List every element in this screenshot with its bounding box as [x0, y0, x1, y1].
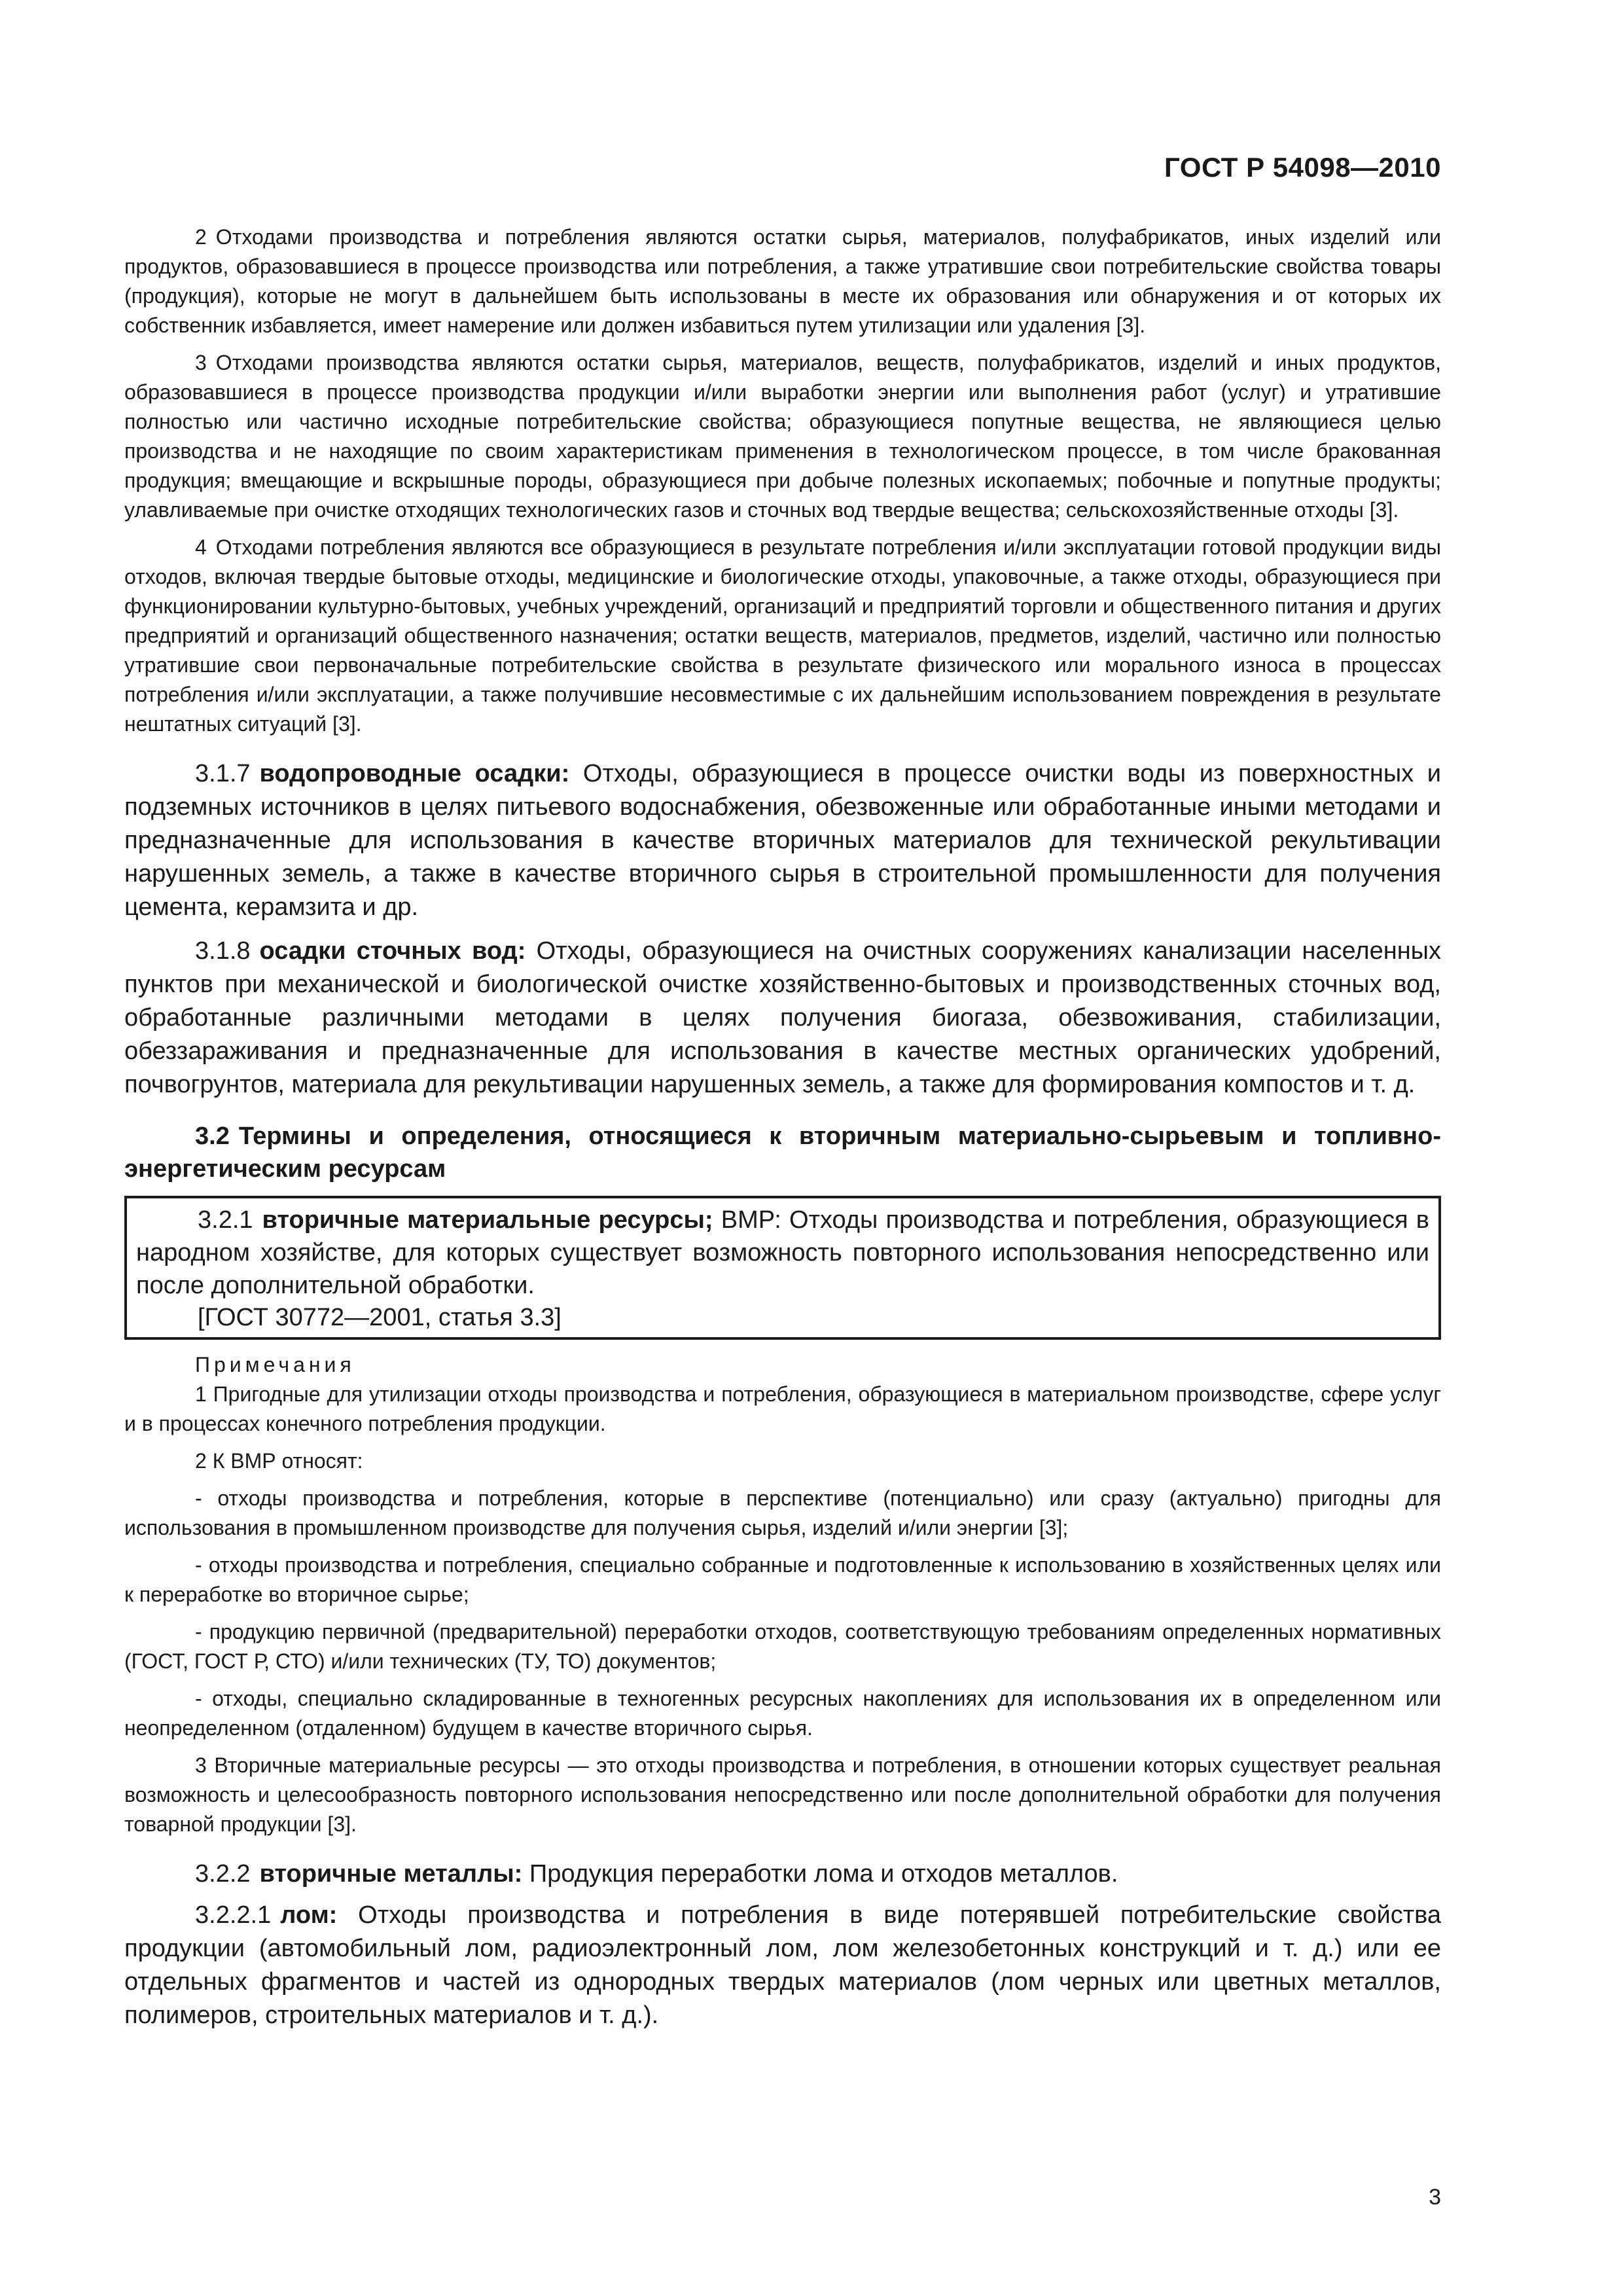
term-name: водопроводные осадки:	[259, 760, 570, 787]
note-text: Отходами производства являются остатки сырья, материалов, веществ, полуфабрикатов, изделий и иных продуктов, образовавшиеся в процессе производства продукции и/или выработки энергии или выполнения работ (услуг) и утратившие полностью или частично исходные потребительские свойства; образующиеся попутные вещества, не являющиеся целью производства и не находящие по своим характеристикам применения в технологическом процессе, в том числе бракованная продукция; вмещающие и вскрышные породы, образующиеся при добыче полезных ископаемых; побочные и попутные продукты; улавливаемые при очистке отходящих технологических газов и сточных вод твердые вещества; сельскохозяйственные отходы [3].	[124, 351, 1441, 522]
source-reference: [ГОСТ 30772—2001, статья 3.3]	[198, 1304, 562, 1331]
term-entry	[124, 757, 1441, 924]
term-number: 3.1.8	[195, 937, 251, 965]
note-paragraph	[124, 348, 1441, 525]
term-definition: Отходы, образующиеся на очистных сооружениях канализации населенных пунктов при механической и биологической очистке хозяйственно-бытовых и производственных сточных вод, обработанные различными методами в целях получения биогаза, обезвоживания, стабилизации, обеззараживания и предназначенные для использования в качестве местных органических удобрений, почвогрунтов, материала для рекультивации нарушенных земель, а также для формирования компостов и т. д.	[124, 937, 1441, 1098]
note-list-item: - отходы производства и потребления, которые в перспективе (потенциально) или сразу (актуально) пригодны для использования в промышленном производстве для получения сырья, изделий и/или энергии [3];	[124, 1486, 1441, 1539]
note-list-item: - отходы производства и потребления, специально собранные и подготовленные к использованию в хозяйственных целях или к переработке во вторичное сырье;	[124, 1553, 1441, 1606]
term-definition: Отходы, образующиеся в процессе очистки воды из поверхностных и подземных источников в целях питьевого водоснабжения, обезвоженные или обработанные иными методами и предназначенные для использования в качестве вторичных материалов для технической рекультивации нарушенных земель, а также в качестве вторичного сырья в строительной промышленности для получения цемента, керамзита и др.	[124, 760, 1441, 921]
term-number: 3.1.7	[195, 760, 251, 787]
note-number: 4	[195, 535, 207, 559]
section-number: 3.2	[195, 1122, 230, 1150]
term-name: вторичные металлы:	[259, 1860, 523, 1888]
note-paragraph	[124, 533, 1441, 739]
note-list-item: - отходы, специально складированные в техногенных ресурсных накоплениях для использования их в определенном или неопределенном (отдаленном) будущем в качестве вторичного сырья.	[124, 1687, 1441, 1740]
term-entry	[124, 1899, 1441, 2032]
note-list-item: - продукцию первичной (предварительной) переработки отходов, соответствующую требованиям определенных нормативных (ГОСТ, ГОСТ Р, СТО) и/или технических (ТУ, ТО) документов;	[124, 1620, 1441, 1673]
note-number: 3	[195, 351, 207, 374]
term-entry	[124, 935, 1441, 1102]
document-body	[124, 223, 1441, 2032]
term-definition: Отходы производства и потребления, образующиеся в народном хозяйстве, для которых существует возможность повторного использования непосредственно или после дополнительной обработки.	[136, 1206, 1429, 1299]
boxed-definition	[124, 1196, 1441, 1340]
note-paragraph: 2 К ВМР относят:	[195, 1449, 363, 1473]
note-paragraph: 3 Вторичные материальные ресурсы — это отходы производства и потребления, в отношении которых существует реальная возможность и целесообразность повторного использования непосредственно или после дополнительной обработки для получения товарной продукции [3].	[124, 1753, 1441, 1836]
term-definition: Отходы производства и потребления в виде потерявшей потребительские свойства продукции (автомобильный лом, радиоэлектронный лом, лом железобетонных конструкций и т. д.) или ее отдельных фрагментов и частей из однородных твердых материалов (лом черных или цветных металлов, полимеров, строительных материалов и т. д.).	[124, 1901, 1441, 2029]
notes-label: Примечания	[195, 1353, 355, 1376]
note-paragraph	[124, 223, 1441, 340]
term-number: 3.2.2.1	[195, 1901, 272, 1929]
section-title: Термины и определения, относящиеся к вторичным материально-сырьевым и топливно-энергетическим ресурсам	[124, 1122, 1441, 1183]
term-entry	[136, 1204, 1429, 1302]
document-code-header: ГОСТ Р 54098—2010	[1164, 152, 1441, 183]
note-number: 2	[195, 225, 207, 249]
section-heading	[124, 1120, 1441, 1185]
page-number: 3	[1429, 2185, 1441, 2210]
term-name: лом:	[280, 1901, 338, 1929]
term-name: осадки сточных вод:	[259, 937, 526, 965]
term-abbreviation: ВМР:	[713, 1206, 781, 1234]
term-number: 3.2.2	[195, 1860, 251, 1888]
term-entry	[124, 1857, 1441, 1891]
term-number: 3.2.1	[198, 1206, 253, 1234]
term-name: вторичные материальные ресурсы;	[262, 1206, 713, 1234]
note-text: Отходами производства и потребления являются остатки сырья, материалов, полуфабрикатов, иных изделий или продуктов, образовавшиеся в процессе производства или потребления, а также утратившие свои потребительские свойства товары (продукция), которые не могут в дальнейшем быть использованы в месте их образования или обнаружения и от которых их собственник избавляется, имеет намерение или должен избавиться путем утилизации или удаления [3].	[124, 225, 1441, 337]
term-definition: Продукция переработки лома и отходов металлов.	[522, 1860, 1118, 1888]
note-text: Отходами потребления являются все образующиеся в результате потребления и/или эксплуатации готовой продукции виды отходов, включая твердые бытовые отходы, медицинские и биологические отходы, упаковочные, а также отходы, образующиеся при функционировании культурно-бытовых, учебных учреждений, организаций и предприятий торговли и общественного питания и других предприятий и организаций общественного назначения; остатки веществ, материалов, предметов, изделий, частично или полностью утратившие свои первоначальные потребительские свойства в результате физического или морального износа в процессах потребления и/или эксплуатации, а также получившие несовместимые с их дальнейшим использованием повреждения в результате нештатных ситуаций [3].	[124, 535, 1441, 736]
note-paragraph: 1 Пригодные для утилизации отходы производства и потребления, образующиеся в материальном производстве, сфере услуг и в процессах конечного потребления продукции.	[124, 1382, 1441, 1435]
